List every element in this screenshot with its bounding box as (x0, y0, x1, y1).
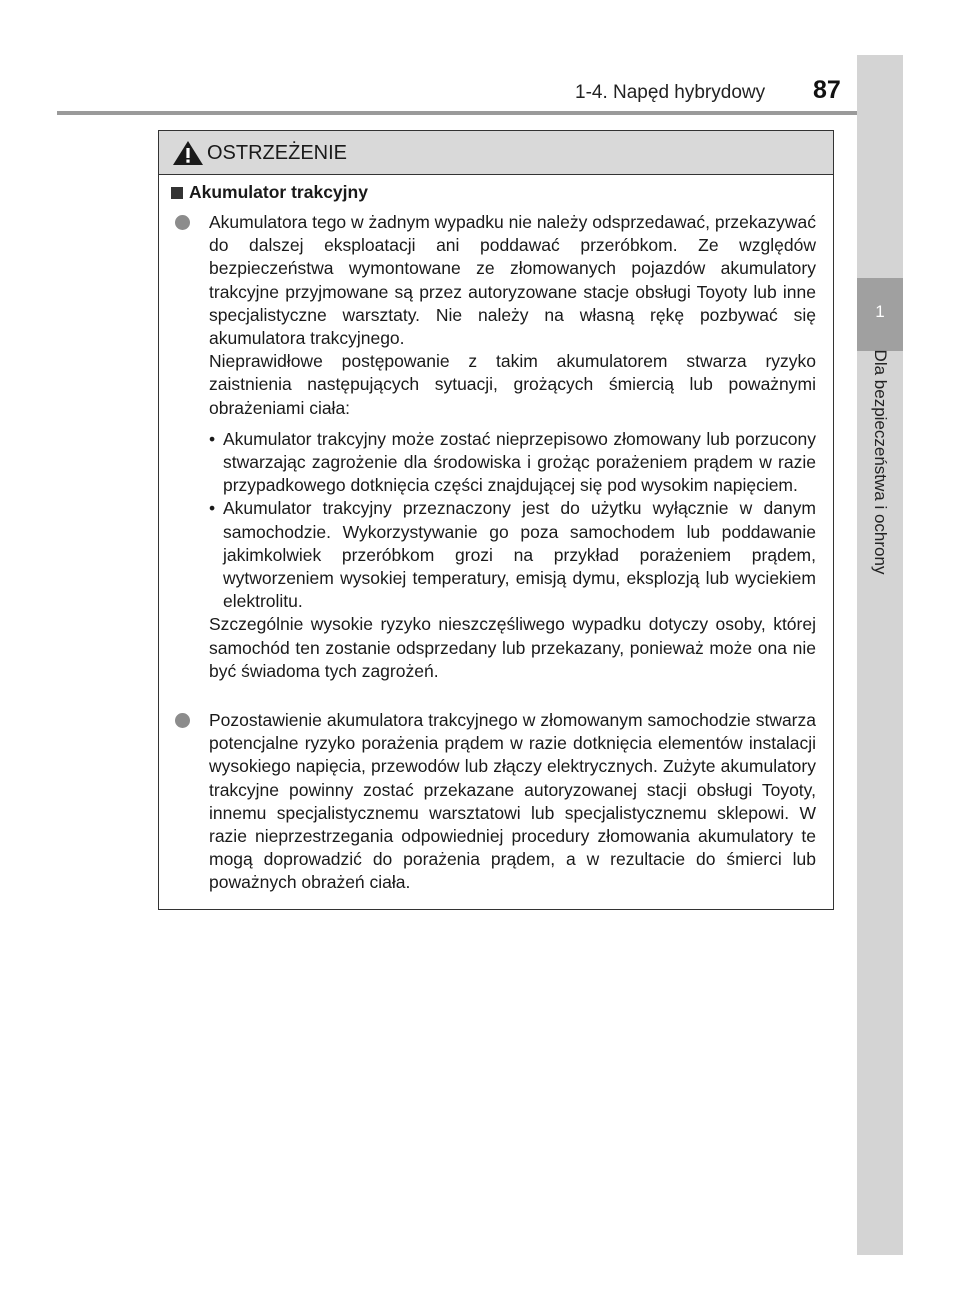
item1-paragraph-2: Nieprawidłowe postępowanie z takim akumulatorem stwarza ryzyko zaistnienia następujących sytuacji, grożących śmiercią lub poważnymi obrażeniami ciała: (209, 351, 816, 418)
chapter-number: 1 (875, 302, 885, 321)
header-divider (57, 111, 903, 115)
page-number: 87 (813, 76, 841, 104)
warning-title: OSTRZEŻENIE (207, 142, 348, 164)
item1-paragraph-1: Akumulatora tego w żadnym wypadku nie należy odsprzedawać, przekazywać do dalszej eksploatacji ani poddawać przeróbkom. Ze względów bezpieczeństwa wymontowane ze złomowanych pojazdów akumulatory trakcyjne przyjmowane są przez autoryzowane stacje obsługi Toyoty lub inne specjalistyczne warsztaty. Nie należy na własną rękę pozbywać się akumulatora trakcyjnego. (209, 212, 816, 349)
warning-item-1 (209, 211, 816, 683)
subbullet-marker: • (209, 498, 216, 519)
item1-subbullet-1 (209, 428, 816, 498)
warning-box (158, 130, 834, 910)
item1-paragraph-3: Szczególnie wysokie ryzyko nieszczęśliwego wypadku dotyczy osoby, której samochód ten zostanie odsprzedany lub przekazany, ponieważ może ona nie być świadoma tych zagrożeń. (209, 614, 816, 681)
warning-header (159, 131, 833, 175)
warning-triangle-icon (172, 140, 204, 166)
chapter-title: Dla bezpieczeństwa i ochrony (871, 349, 890, 575)
subbullet-2-text: Akumulator trakcyjny przeznaczony jest do użytku wyłącznie w danym samochodzie. Wykorzystywanie go poza samochodem lub poddawanie jakimkolwiek przeróbkom grozi na przykład porażeniem prądem, wytworzeniem wysokiej temperatury, emisją dymu, eksplozją lub wyciekiem elektrolitu. (223, 498, 816, 612)
warning-item-2 (209, 709, 816, 895)
item2-paragraph: Pozostawienie akumulatora trakcyjnego w złomowanym samochodzie stwarza potencjalne ryzyko porażenia prądem w razie dotknięcia elementów instalacji wysokiego napięcia, przewodów lub złączy elektrycznych. Zużyte akumulatory trakcyjne powinny zostać przekazane autoryzowanej stacji obsługi Toyoty, innemu specjalistycznemu warsztatowi lub specjalistycznemu sklepowi. W razie nieprzestrzegania odpowiedniej procedury złomowania akumulatory te mogą doprowadzić do porażenia prądem, a w rezultacie do śmierci lub poważnych obrażeń ciała. (209, 710, 816, 893)
circle-bullet-icon (175, 215, 190, 230)
chapter-number-tab (857, 278, 903, 351)
item1-subbullet-2 (209, 497, 816, 613)
section-heading (169, 182, 368, 203)
chapter-side-tab (857, 55, 903, 1255)
subbullet-marker: • (209, 428, 216, 449)
square-bullet-icon (171, 187, 183, 199)
circle-bullet-icon (175, 713, 190, 728)
subbullet-1-text: Akumulator trakcyjny może zostać nieprzepisowo złomowany lub porzucony stwarzając zagrożenie dla środowiska i grożąc porażeniem prądem w razie przypadkowego dotknięcia części znajdującej się pod wysokim napięciem. (223, 428, 816, 496)
section-heading-text: Akumulator trakcyjny (189, 182, 368, 202)
section-title: 1-4. Napęd hybrydowy (575, 82, 766, 103)
